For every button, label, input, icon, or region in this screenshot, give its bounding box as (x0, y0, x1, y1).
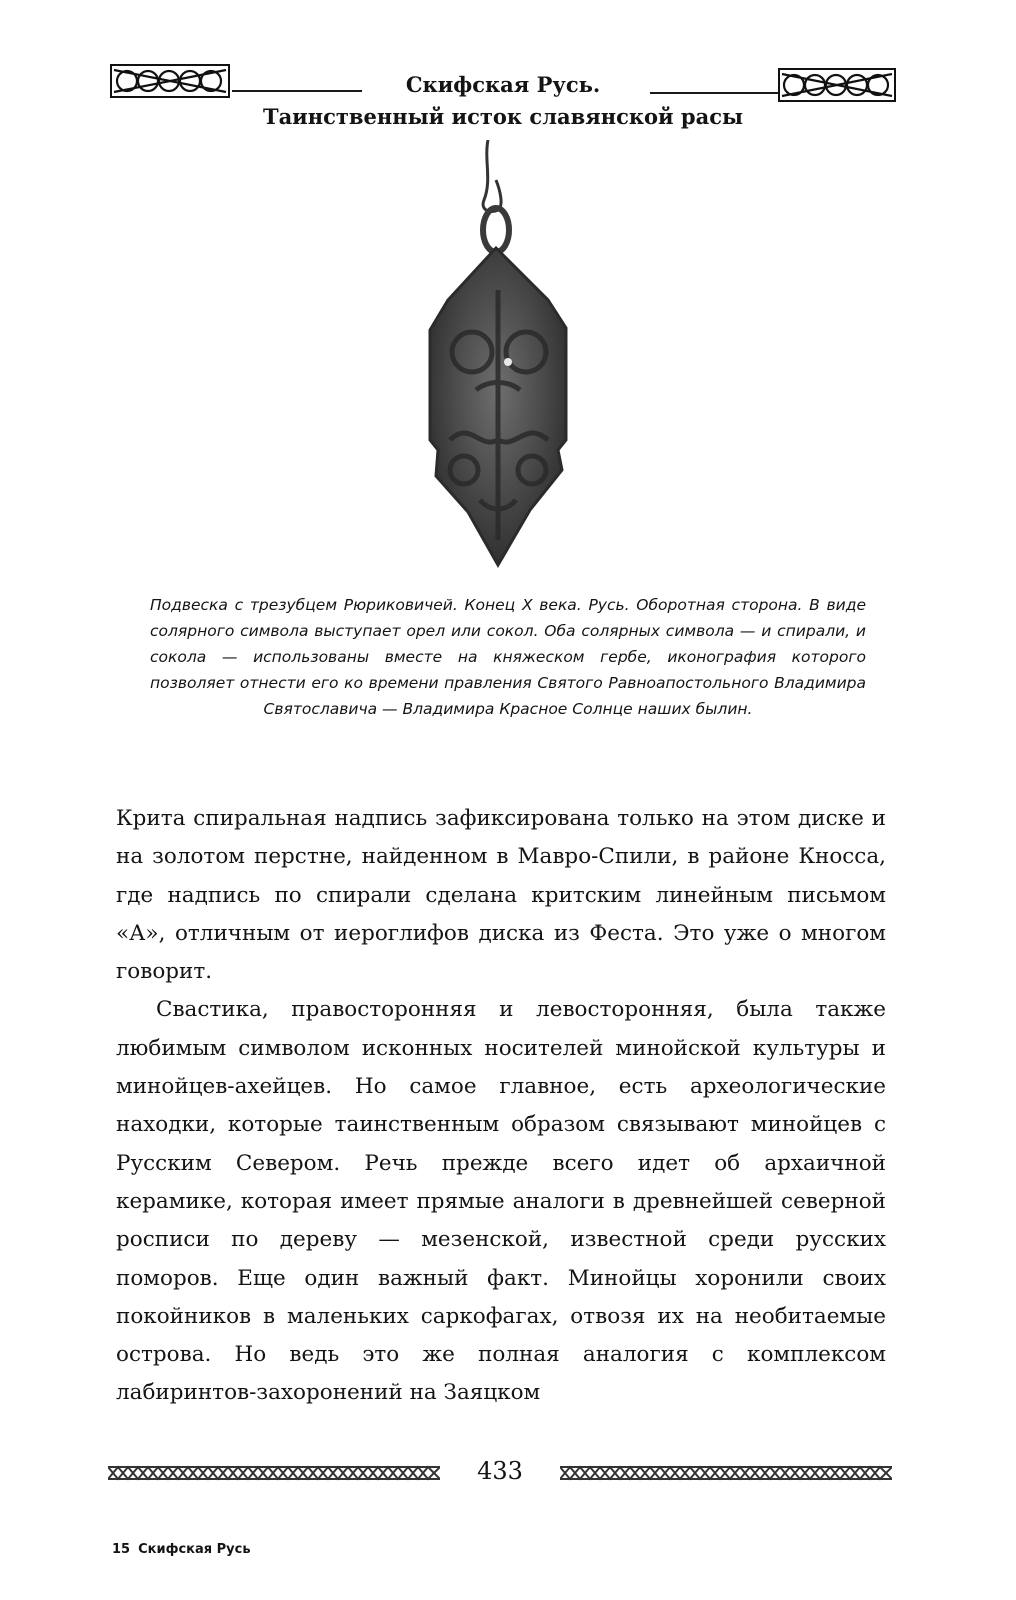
knotwork-ornament-icon (778, 68, 896, 102)
knotwork-band-icon (108, 1463, 440, 1483)
paragraph: Крита спиральная надпись зафиксирована только на этом диске и на золотом перстне, найденном в Мавро-Спили, в районе Кносса, где надпись по спирали сделана критским линейным письмом «А», отличным от иероглифов диска из Феста. Это уже о многом говорит. (116, 806, 886, 985)
page-number: 433 (477, 1457, 523, 1485)
paragraph: Свастика, правосторонняя и левосторонняя, была также любимым символом исконных носителей минойской культуры и минойцев-ахейцев. Но самое главное, есть археологические находки, которые таинственным образом связывают минойцев с Русским Севером. Речь прежде всего идет об архаичной керамике, которая имеет прямые аналоги в древнейшей северной росписи по дереву — мезенской, известной среди русских поморов. Еще один важный факт. Минойцы хоронили своих покойников в маленьких саркофагах, отвозя их на необитаемые острова. Но ведь это же полная аналогия с комплексом лабиринтов-захоронений на Заяцком (116, 997, 886, 1406)
main-text (116, 800, 886, 1413)
header-rule-right (650, 92, 778, 94)
running-title: Скифская Русь. (405, 72, 601, 97)
knotwork-band-icon (560, 1463, 892, 1483)
pendant-photo (380, 140, 620, 580)
page-footer (108, 1453, 892, 1493)
figure-caption: Подвеска с трезубцем Рюриковичей. Конец X века. Русь. Оборотная сторона. В виде солярного символа выступает орел или сокол. Оба солярных символа — и спирали, и сокола — использованы вместе на княжеском гербе, иконография которого позволяет отнести его ко времени правления Святого Равноапостольного Владимира Святославича — Владимира Красное Солнце наших былин. (150, 596, 866, 718)
signature-title: Скифская Русь (138, 1542, 251, 1557)
running-header (110, 62, 896, 142)
signature-number: 15 (112, 1542, 131, 1557)
printer-signature (112, 1540, 251, 1560)
running-subtitle: Таинственный исток славянской расы (262, 104, 744, 129)
